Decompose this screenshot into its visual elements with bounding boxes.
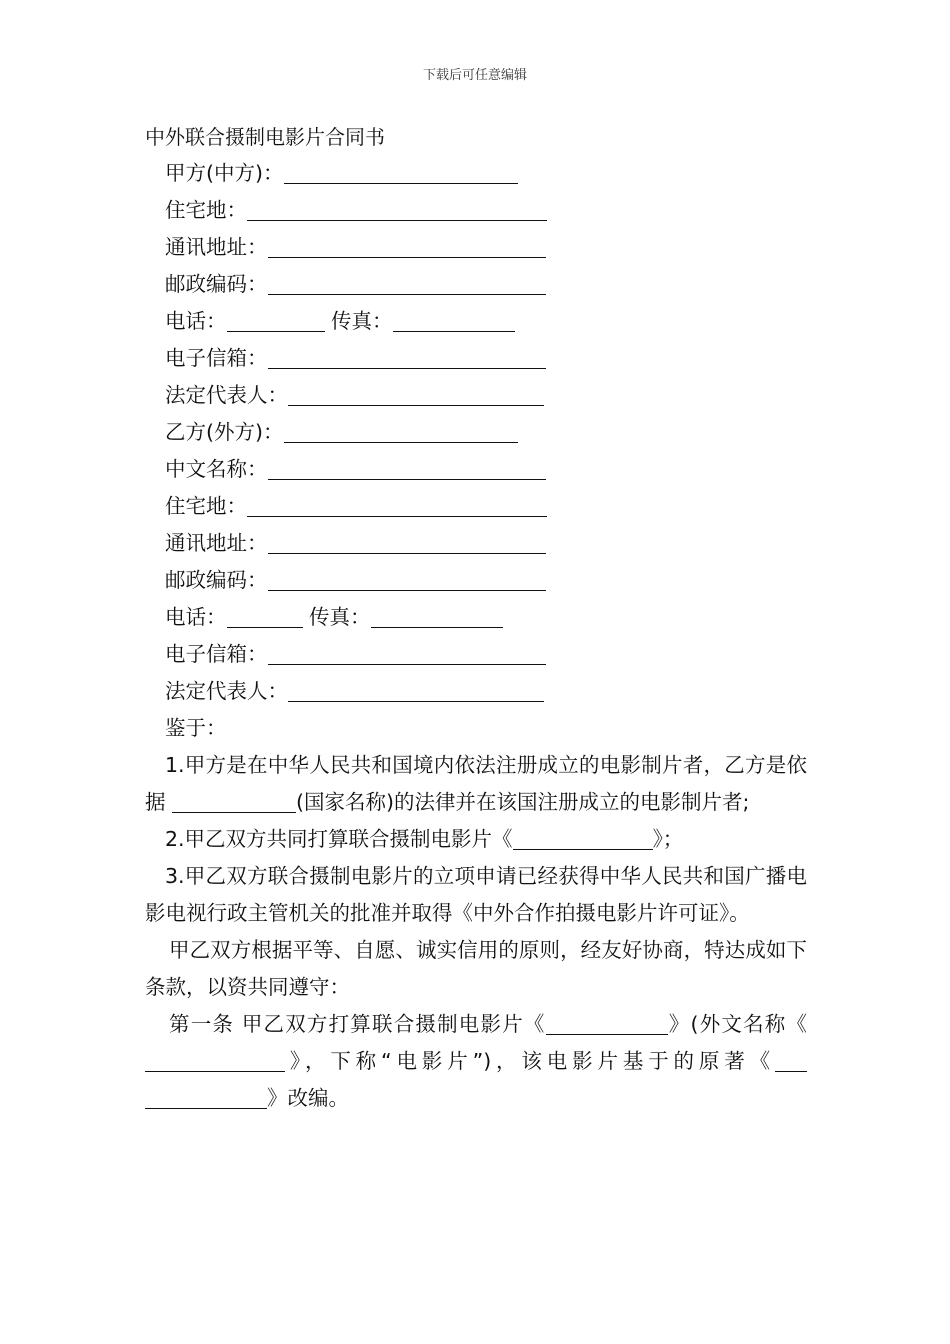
party-a-heading: 甲方(中方)： [165, 161, 284, 185]
party-b-email-blank[interactable] [268, 640, 546, 665]
party-b-name-blank[interactable] [284, 418, 518, 443]
document-title: 中外联合摄制电影片合同书 [145, 125, 385, 149]
party-b-phone-fax-row [145, 599, 807, 636]
party-b-phone-label: 电话： [165, 605, 227, 629]
party-b-email-row [145, 636, 807, 673]
country-name-blank[interactable] [172, 788, 296, 813]
recital-2-text-b: 》； [652, 827, 684, 851]
party-a-phone-blank[interactable] [227, 307, 325, 332]
party-a-legal-rep-row [145, 377, 807, 414]
party-b-email-label: 电子信箱： [165, 642, 268, 666]
party-b-chinese-name-row [145, 451, 807, 488]
article-1-film-title-blank[interactable] [546, 1010, 668, 1035]
party-b-postal-code-row [145, 562, 807, 599]
article-1-text-c: 》，下称“电影片”)，该电影片基于的原著《 [285, 1049, 775, 1073]
party-a-postal-code-row [145, 266, 807, 303]
party-b-legal-rep-label: 法定代表人： [165, 679, 288, 703]
header-note: 下载后可任意编辑 [422, 68, 527, 83]
party-b-address-label: 住宅地： [165, 494, 247, 518]
party-b-legal-rep-blank[interactable] [288, 677, 544, 702]
party-a-fax-blank[interactable] [393, 307, 515, 332]
party-a-email-row [145, 340, 807, 377]
party-b-chinese-name-blank[interactable] [268, 455, 546, 480]
party-a-email-label: 电子信箱： [165, 346, 268, 370]
party-a-postal-code-blank[interactable] [268, 270, 546, 295]
party-a-mail-address-blank[interactable] [268, 233, 546, 258]
recital-2-text-a: 2.甲乙双方共同打算联合摄制电影片《 [165, 827, 513, 851]
party-a-mail-address-row [145, 229, 807, 266]
original-work-blank-start[interactable] [775, 1047, 807, 1072]
party-a-phone-label: 电话： [165, 309, 227, 333]
party-a-name-blank[interactable] [284, 159, 518, 184]
party-b-phone-blank[interactable] [227, 603, 303, 628]
foreign-title-blank[interactable] [145, 1047, 285, 1072]
party-b-chinese-name-label: 中文名称： [165, 457, 268, 481]
recital-1-text-a: 1.甲方是在中华人民共和国境内依法注册成立的电影制片者，乙方是依据 [145, 753, 807, 814]
recital-1-text-b: (国家名称)的法律并在该国注册成立的电影制片者; [296, 790, 750, 814]
contract-document [145, 122, 807, 1117]
party-b-legal-rep-row [145, 673, 807, 710]
party-b-heading-row [145, 414, 807, 451]
party-b-fax-label: 传真： [309, 605, 371, 629]
party-b-mail-address-blank[interactable] [268, 529, 546, 554]
party-a-fax-label: 传真： [331, 309, 393, 333]
article-1-text-b: 》(外文名称《 [667, 1012, 808, 1036]
whereas-heading: 鉴于： [165, 716, 227, 740]
party-a-address-row [145, 192, 807, 229]
party-a-address-label: 住宅地： [165, 198, 247, 222]
party-b-mail-address-row [145, 525, 807, 562]
recital-1 [145, 747, 807, 821]
article-1-text-a: 第一条 甲乙双方打算联合摄制电影片《 [169, 1012, 546, 1036]
party-a-phone-fax-row [145, 303, 807, 340]
article-1-text-d: 》改编。 [267, 1086, 349, 1110]
recital-3: 3.甲乙双方联合摄制电影片的立项申请已经获得中华人民共和国广播电影电视行政主管机关的批准并取得《中外合作拍摄电影片许可证》。 [145, 864, 807, 925]
party-b-postal-code-label: 邮政编码： [165, 568, 268, 592]
party-a-address-blank[interactable] [247, 196, 547, 221]
party-a-legal-rep-label: 法定代表人： [165, 383, 288, 407]
film-title-blank[interactable] [513, 825, 653, 850]
agreement-clause: 甲乙双方根据平等、自愿、诚实信用的原则，经友好协商，特达成如下条款，以资共同遵守： [145, 938, 807, 999]
party-b-postal-code-blank[interactable] [268, 566, 546, 591]
original-work-blank-end[interactable] [145, 1084, 267, 1109]
party-b-address-row [145, 488, 807, 525]
party-a-postal-code-label: 邮政编码： [165, 272, 268, 296]
party-a-legal-rep-blank[interactable] [288, 381, 544, 406]
party-b-heading: 乙方(外方)： [165, 420, 284, 444]
article-1 [145, 1006, 807, 1117]
party-a-mail-address-label: 通讯地址： [165, 235, 268, 259]
party-a-heading-row [145, 155, 807, 192]
recital-2 [145, 821, 807, 858]
party-a-email-blank[interactable] [268, 344, 546, 369]
party-b-mail-address-label: 通讯地址： [165, 531, 268, 555]
party-b-fax-blank[interactable] [371, 603, 503, 628]
party-b-address-blank[interactable] [247, 492, 547, 517]
